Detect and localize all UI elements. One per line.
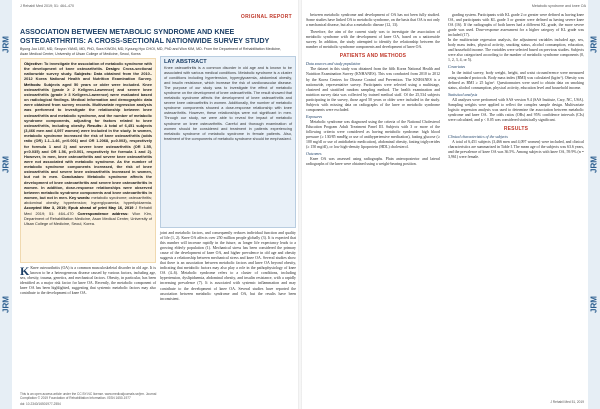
authors: Byung Joo LEE, MD, Seoyon YANG, MD, PhD, Sora KWON, MD, Kyoung Hyo CHOI, MD, PhD and Won KIM, MD. From the Department of Rehabilitation Medicine, Asan Medical Center, University of Ulsan College of Medicine, Seoul, Korea [20, 47, 282, 56]
abstract-label: Results: [87, 122, 105, 128]
section-heading-methods: PATIENTS AND METHODS [339, 53, 407, 60]
abstract-box [20, 58, 156, 263]
side-label: JRM [589, 156, 599, 173]
left-side-stripe [0, 0, 12, 409]
running-header-left: J Rehabil Med 2019; 51: 464–470 [20, 4, 74, 8]
side-label: JRM [589, 296, 599, 313]
subheading: Covariates [448, 65, 466, 70]
intro-column-2 [160, 231, 296, 387]
abstract-segment: Won Kim, Department of Rehabilitation Medicine, Asan Medical Center, University of Ulsan College of Medicine, Seoul, Korea. [24, 210, 152, 226]
paragraph: Knee OA was assessed using radiographs. Plain anteroposterior and lateral radiographs of the knee were obtained using a weight-bearing position. [306, 157, 440, 167]
lay-abstract-text: Knee osteoarthritis is a common disorder in old age and is known to be associated with various medical conditions. Metabolic syndrome is a cluster of conditions including hypertension, hyperglycaemia, abdominal obesity, and insulin resistance, which increase the risk of cardiovascular disease. The purpose of our study was to investigate the effect of metabolic syndrome on the development of knee osteoarthritis. The result showed that metabolic syndrome affects the development of knee osteoarthritis and severe knee osteoarthritis in women. Additionally, the number of metabolic syndrome components showed a dose-response relationship with knee osteoarthritis. However, these relationships were not significant in men. Through our study, we were able to reveal the impact of metabolic syndrome on knee osteoarthritis. Careful and thorough examination of women should be considered and treatment in patients experiencing metabolic syndrome of metabolic syndrome in female patients. Also, treatment of the components of metabolic syndrome should be emphasized. [164, 66, 292, 141]
abstract-label: Subjects: [74, 71, 94, 77]
abstract-label: Design: [105, 66, 123, 72]
side-label: JRM [1, 156, 11, 173]
drop-cap: K [20, 264, 30, 278]
footer-journal: J Rehabil Med 51, 2019 [550, 400, 584, 404]
right-column-2 [448, 13, 584, 389]
intro-column-1 [20, 266, 156, 386]
subheading: Outcomes [306, 152, 322, 157]
right-column-1 [306, 13, 440, 389]
abstract-segment: Cross-sectional nationwide survey study. [24, 66, 152, 77]
intro-text-2: joint and metabolic factors, and consequently reduces individual function and quality of life (1, 2). Knee OA affects over 250 million people globally (3). It is expected that this number will increase rapidly in the future, as longer life expectancy leads to a growing elderly population (1). Mechanical stress has been considered the primary cause of the development of knee OA, and higher prevalence in old age and obesity suggests a relationship between mechanical stress and knee OA. Several studies show that there is an association between metabolic factors and knee OA beyond obesity, indicating that metabolic factors may also play a role in the pathophysiology of knee OA (4–6). Metabolic syndrome refers to a cluster of conditions, including hypertension, dyslipidaemia, abdominal obesity, and insulin resistance, with a rapidly increasing prevalence (7). It is associated with systemic inflammation and may contribute to the development of knee OA. Several studies have reported the association between metabolic syndrome and OA, but the results have been inconsistent. [160, 231, 296, 301]
side-label: JRM [1, 296, 11, 313]
lay-abstract-box [160, 56, 296, 228]
abstract-label: Accepted Mar 3, 2019; Epub ahead of print May 16, 2019 [24, 205, 136, 211]
paragraph: grading system. Participants with KL grade 2 or greater were defined as having knee OA, and participants with KL grade 3 or greater were defined as having severe knee OA (16). If the radiographs of both knees had a different KL grade, the more severe grade was used. Dose-response assessment for a higher category of KL grade was included (17). In the multivariate regression analysis, the adjustment variables included age, sex, body mass index, physical activity, smoking status, alcohol consumption, education, and household income. The variables were selected based on previous studies. Subjects were also categorized according to the number of metabolic syndrome components (0, 1, 2, 3, 4, or 5). [448, 13, 584, 63]
subheading: Exposures [306, 114, 323, 119]
abstract-label: Key words: [69, 195, 92, 201]
left-page [14, 0, 296, 409]
footer-license: This is an open access article under the CC BY-NC license. www.medicaljournals.se/jrm. Journal Compilation © 2019 Foundation of Rehabilitation Information. ISSN 1650-1977 [20, 392, 157, 400]
abstract-segment: To investigate the association of metabolic syndrome with the development of knee osteoarthritis. [24, 61, 152, 72]
subheading: Clinical characteristics of the subjects [448, 135, 508, 140]
abstract-segment: J Rehabil Med 2019; 51: 464–470 [24, 205, 152, 216]
side-label: JRM [1, 36, 11, 53]
abstract-segment: Data obtained from the 2010–2012 Korea National Health and Nutrition Examination Survey. [24, 71, 152, 82]
subheading: Statistical analysis [448, 92, 478, 97]
abstract-label: Conclusion: [61, 174, 88, 180]
abstract-segment: A total of 6,451 subjects (3,466 men and 4,097 women) were included in the study. In women, metabolic syndrome increased the risk of knee osteoarthritis (odds ratio (OR) 1.1–1.46, p<0.001) and OR 1.2068, p=0.003), respectively for formula 1 and 2) and severe knee osteoarthritis (OR 1.55, p<0.035) and OR 1.56, p<0.001, respectively for formula 1 and 2). However, in men, knee osteoarthritis and severe knee osteoarthritis were not associated with metabolic syndrome. As the number of metabolic syndrome components increased, the risk of knee osteoarthritis and severe knee osteoarthritis increased in women, but not in men. [24, 122, 152, 180]
intro-text-1: Knee osteoarthritis (OA) is a common musculoskeletal disorder in old age. It is known to be a heterogeneous disease caused by various factors, including age, sex, obesity, trauma, genetics, and mechanical factors. Obesity, in particular, has been identified as a major risk factor for knee OA. Recently, the metabolic component of knee OA has been highlighted, suggesting that systemic metabolic factors may also contribute to the development of knee OA. [20, 266, 156, 296]
paragraph: Therefore, the aim of the current study was to investigate the association of metabolic syndrome with the development of knee OA, based on a nationwide survey. In addition, the study attempted to identify the relationship between the number of metabolic syndrome components and development of knee OA. [306, 30, 440, 50]
page-fold [298, 0, 302, 409]
article-title: ASSOCIATION BETWEEN METABOLIC SYNDROME AND KNEE OSTEOARTHRITIS: A CROSS-SECTIONAL NATIONWIDE SURVEY STUDY [20, 27, 270, 45]
paragraph: Metabolic syndrome was diagnosed using the criteria of the National Cholesterol Education Program Adult Treatment Panel III. Subjects with 3 or more of the following criteria were considered as having metabolic syndrome: high blood pressure (≥ 130/85 mmHg or use of antihypertensive medication), fasting glucose (≥ 100 mg/dl or use of antidiabetic medication), abdominal obesity, fasting triglycerides (≥ 150 mg/dl), or low high-density lipoprotein (HDL) cholesterol. [306, 119, 440, 150]
side-label: JRM [589, 36, 599, 53]
paragraph: In the initial survey, body weight, height, and waist circumference were measured using standard protocols. Body mass index (BMI) was calculated (kg/m²). Obesity was defined as BMI ≥ 25 kg/m². Questionnaires were used to obtain data on smoking status, alcohol consumption, physical activity, education level and household income. [448, 70, 584, 90]
paragraph: A total of 6,451 subjects (3,466 men and 4,097 women) were included, and clinical characteristics are summarized in Table I. The mean age of the subjects was 63.6 years, and the prevalence of knee OA was 36.5%. Among subjects with knee OA, 59.9% (n = 3,961) were female. [448, 140, 584, 160]
abstract-label: Correspondence address: [77, 210, 133, 216]
paragraph: All analyses were performed with SAS version 9.4 (SAS Institute, Cary, NC, USA). Sampling weights were applied to reflect the complex sample design. Multivariate logistic regression analysis was used to determine the association between metabolic syndrome and knee OA. The odds ratios (ORs) and 95% confidence intervals (CIs) were calculated, and p < 0.05 was considered statistically significant. [448, 97, 584, 122]
footer-doi: doi: 10.2340/16501977-2554 [20, 402, 61, 406]
abstract-text [24, 61, 152, 226]
abstract-segment: Metabolic syndrome affects the development of knee osteoarthritis and severe knee osteoarthritis in women. In addition, dose-response relationships were observed between metabolic syndrome components and knee osteoarthritis in women, but not in men. [24, 174, 152, 201]
section-heading-results: RESULTS [503, 125, 529, 132]
right-side-stripe [588, 0, 600, 409]
subheading: Data sources and study population [306, 62, 361, 67]
abstract-label: Methods: [24, 81, 44, 87]
lay-abstract-title: LAY ABSTRACT [164, 59, 207, 65]
right-page [304, 0, 586, 409]
abstract-segment: Subjects aged 50 years or older were included. Knee osteoarthritis (grade ≥ 2 Kellgren-Lawrence) and severe knee osteoarthritis (grade ≥ 3 Kellgren-Lawrence) were evaluated based on radiological findings. Medical information and demographic data were obtained from survey records. Multivariate regression analysis was performed to investigate the relationship between knee osteoarthritis and metabolic syndrome, and the number of metabolic syndrome components, adjusting for factors related to knee osteoarthritis, including obesity. [24, 81, 152, 128]
paragraph: between metabolic syndrome and development of OA has not been fully studied. Some studies have linked OA to metabolic syndrome, on the basis that OA is not only a mechanical disease, but also a metabolic disease (12, 13). [306, 13, 440, 28]
running-header-right: Metabolic syndrome and knee OA [531, 4, 586, 8]
section-label: ORIGINAL REPORT [240, 14, 292, 20]
abstract-label: Objective: [24, 61, 44, 66]
paragraph: The dataset in this study was obtained from the fifth Korea National Health and Nutrition Examination Survey (KNHANES). This was conducted from 2010 to 2012 by the Korea Centers for Disease Control and Prevention. The KNHANES is a nationwide, representative survey. Participants were selected using a multistage, clustered and stratified random sampling method. The health examination and nutrition survey data was collected by trained medical staff. Of the 25,534 subjects participating in the survey, those aged 50 years or older were included in the study. Subjects with missing data on radiographs of the knee or metabolic syndrome components were excluded. [306, 67, 440, 112]
abstract-segment: metabolic syndrome; osteoarthritis; abdominal obesity; hypertension; hyperglycaemia; hyperlipidaemia. [24, 195, 152, 206]
